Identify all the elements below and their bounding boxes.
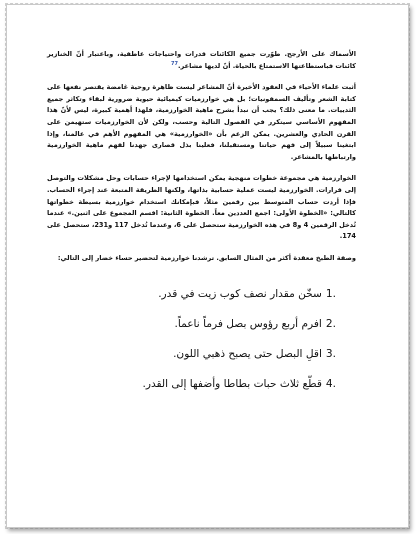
recipe-step — [47, 347, 336, 361]
paragraph-1 — [47, 49, 356, 72]
paragraph-1-text-extra: أنّ لديها مشاعر. — [178, 61, 231, 70]
step-number: 3. — [325, 347, 336, 360]
step-text: افرم أربع رؤوس بصل فرماً ناعماً. — [174, 317, 322, 330]
page-content — [47, 49, 356, 407]
recipe-steps-list — [47, 287, 356, 391]
recipe-intro: وصفة الطبخ معقدة أكثر من المثال السابق. ترشدنا خوارزمية لتحضير حساء خضار إلى التالي: — [57, 253, 356, 262]
recipe-step — [47, 317, 336, 331]
step-text: اقلِ البصل حتى يصبح ذهبي اللون. — [173, 347, 322, 360]
recipe-step — [47, 287, 336, 301]
paragraph-2-text: أثبت علماء الأحياء في العقود الأخيرة أنّ المشاعر ليست ظاهرة روحية غامضة يقتصر نفعها على كتابة الشعر وتأليف السمفونيات؛ بل هي خوارزميات كيميائية حيوية ضرورية لبقاء وتكاثر جميع الثدييات. ما معنى ذلك؟ يجب أن نبدأ بشرح ماهية الخوارزمية، فلهذا أهمية كبيرة، ليس لأنّ هذا المفهوم الأساسي سيتكرر في الفصول التالية وحسب، ولكن لأن الخوارزميات ستهيمن على القرن الحادي والعشرين. يمكن الزعم بأن «الخوارزمية» هي المفهوم الأهم في عالمنا، وإذا ابتغينا سبيلاً إلى فهم حياتنا ومستقبلنا، فعلينا بذل قصارى جهدنا لفهم ماهية الخوارزمية وارتباطها بالمشاعر. — [47, 83, 356, 161]
footnote-marker[interactable]: 77 — [171, 60, 179, 67]
step-number: 1. — [325, 287, 336, 300]
paragraph-3 — [47, 173, 356, 243]
step-text: سخّن مقدار نصف كوب زيت في قدر. — [158, 287, 322, 300]
step-number: 4. — [325, 377, 336, 390]
recipe-step — [47, 377, 336, 391]
document-page — [6, 4, 409, 528]
paragraph-2 — [47, 82, 356, 163]
paragraph-3-text: الخوارزمية هي مجموعة خطوات منهجية يمكن استخدامها لإجراء حسابات وحل مشكلات والتوصل إلى قرارات. الخوارزمية ليست عملية حسابية بذاتها، ولكنها الطريقة المتبعة عند إجراء الحساب. فإذا أردت حساب المتوسط بين رقمين مثلاً، فبإمكانك استخدام خوارزمية بسيطة خطواتها كالتالي: «الخطوة الأولى: اجمع العددين معاً. الخطوة الثانية: اقسم المجموع على اثنين.» عندما تُدخل الرقمين 4 و8 في هذه الخوارزمية ستحصل على 6، وعندما تُدخل 117 و231، ستحصل على 174. — [47, 174, 357, 241]
step-text: قطّع ثلاث حبات بطاطا وأضفها إلى القدر. — [142, 377, 322, 390]
paragraph-1-text: الأسماك على الأرجح. طوّرت جميع الكائنات قدرات واحتياجات عاطفية، وباعتبار أنّ الخنازير كائنات فباستطاعتها الاستمتاع بالحياة. — [47, 50, 356, 70]
step-number: 2. — [325, 317, 336, 330]
